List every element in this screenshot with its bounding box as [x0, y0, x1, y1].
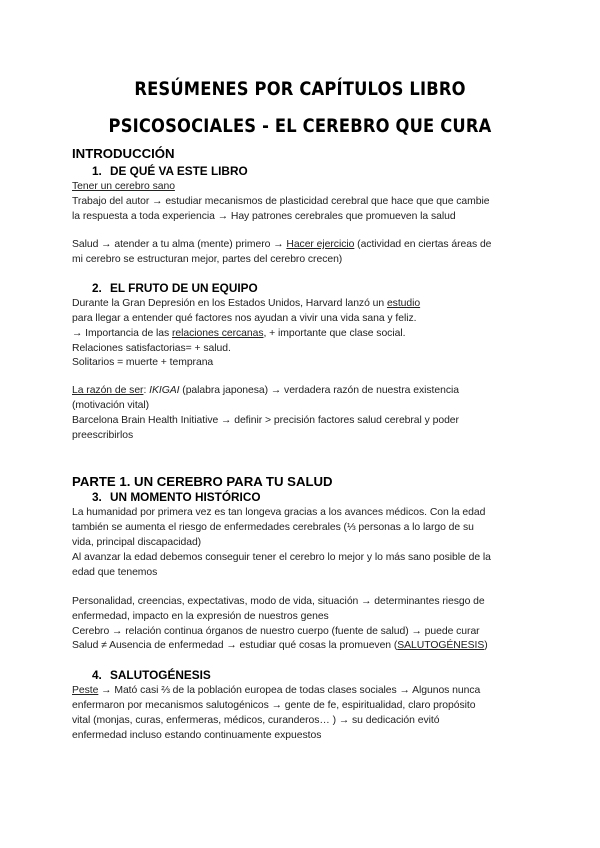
ch2-razon-de-ser: La razón de ser [72, 385, 144, 396]
ch3-line-3: vida, principal discapacidad) [72, 537, 202, 548]
section-heading-parte-1: PARTE 1. UN CEREBRO PARA TU SALUD [72, 474, 333, 489]
ch2-line-6-b: : [143, 385, 150, 396]
ch4-line-4: enfermedad incluso estando continuamente expuestos [72, 730, 322, 741]
ch2-line-7: (motivación vital) [72, 400, 150, 411]
document-title-line-2: PSICOSOCIALES - EL CEREBRO QUE CURA [108, 115, 492, 137]
section-heading-introduccion: INTRODUCCIÓN [72, 146, 175, 161]
ch1-line-4 [72, 240, 491, 250]
ch2-line-1 [72, 299, 420, 309]
chapter-1-number: 1. [92, 164, 102, 178]
ch2-line-6 [72, 386, 459, 396]
ch3-line-1: La humanidad por primera vez es tan longeva gracias a los avances médicos. Con la edad [72, 507, 486, 518]
chapter-2-number: 2. [92, 281, 102, 295]
ch2-relaciones-cercanas: relaciones cercanas [172, 328, 264, 339]
ch2-estudio: estudio [386, 298, 421, 309]
ch2-line-9: preescribirlos [72, 430, 134, 441]
chapter-4-heading [92, 670, 211, 682]
ch2-line-1-a: Durante la Gran Depresión en los Estados Unidos, Harvard lanzó un [72, 298, 387, 309]
ch2-line-4: Relaciones satisfactorias= + salud. [72, 343, 231, 354]
document-title-line-1: RESÚMENES POR CAPÍTULOS LIBRO [134, 78, 466, 100]
chapter-1-title: DE QUÉ VA ESTE LIBRO [110, 164, 248, 178]
ch2-line-2: para llegar a entender qué factores nos ayudan a vivir una vida sana y feliz. [72, 313, 417, 324]
ch3-line-2: también se aumenta el riesgo de enfermedades cerebrales (⅓ personas a lo largo de su [72, 522, 474, 533]
chapter-3-number: 3. [92, 490, 102, 504]
ch3-line-7: enfermedad, impacto en la expresión de nuestros genes [72, 611, 329, 622]
ch3-line-9-a: Salud ≠ Ausencia de enfermedad → estudiar qué cosas la promueven ( [72, 640, 398, 651]
chapter-3-heading [92, 492, 261, 504]
ch2-line-6-d: (palabra japonesa) → verdadera razón de nuestra existencia [179, 385, 459, 396]
ch3-salutogenesis: SALUTOGÉNESIS [397, 640, 485, 651]
chapter-1-heading [92, 166, 248, 178]
ch4-line-1 [72, 686, 480, 696]
ch2-line-8: Barcelona Brain Health Initiative → definir > precisión factores salud cerebral y poder [72, 415, 459, 426]
chapter-3-title: UN MOMENTO HISTÓRICO [110, 490, 261, 504]
ch3-line-9-c: ) [484, 640, 488, 651]
ch2-line-3-c: , + importante que clase social. [263, 328, 406, 339]
ch2-ikigai: IKIGAI [149, 385, 180, 396]
ch1-hacer-ejercicio: Hacer ejercicio [286, 239, 355, 250]
ch3-line-6: Personalidad, creencias, expectativas, modo de vida, situación → determinantes riesgo de [72, 596, 485, 607]
ch3-line-9 [72, 641, 488, 651]
ch4-line-1-b: → Mató casi ⅔ de la población europea de todas clases sociales → Algunos nunca [98, 685, 481, 696]
ch3-line-5: edad que tenemos [72, 567, 158, 578]
chapter-2-title: EL FRUTO DE UN EQUIPO [110, 281, 258, 295]
ch2-line-5: Solitarios = muerte + temprana [72, 357, 214, 368]
ch4-peste: Peste [72, 685, 99, 696]
ch1-line-3: la respuesta a toda experiencia → Hay patrones cerebrales que promueven la salud [72, 211, 456, 222]
ch3-line-8: Cerebro → relación continua órganos de nuestro cuerpo (fuente de salud) → puede curar [72, 626, 480, 637]
ch3-line-4: Al avanzar la edad debemos conseguir tener el cerebro lo mejor y lo más sano posible de la [72, 552, 491, 563]
ch1-line-4-a: Salud → atender a tu alma (mente) primero → [72, 239, 287, 250]
chapter-4-number: 4. [92, 668, 102, 682]
ch1-line-2: Trabajo del autor → estudiar mecanismos de plasticidad cerebral que hace que que cambie [72, 196, 490, 207]
ch2-line-3-a: → Importancia de las [72, 328, 173, 339]
ch2-line-3 [72, 329, 405, 339]
ch4-line-2: enfermaron por mecanismos salutogénicos → gente de fe, espiritualidad, claro propósito [72, 700, 476, 711]
chapter-2-heading [92, 283, 258, 295]
ch1-line-1: Tener un cerebro sano [72, 181, 175, 192]
ch1-line-5: mi cerebro se estructuran mejor, partes del cerebro crecen) [72, 254, 343, 265]
chapter-4-title: SALUTOGÉNESIS [110, 668, 211, 682]
ch1-line-4-c: (actividad en ciertas áreas de [354, 239, 492, 250]
ch4-line-3: vital (monjas, curas, enfermeras, médicos, curanderos… ) → su dedicación evitó [72, 715, 440, 726]
